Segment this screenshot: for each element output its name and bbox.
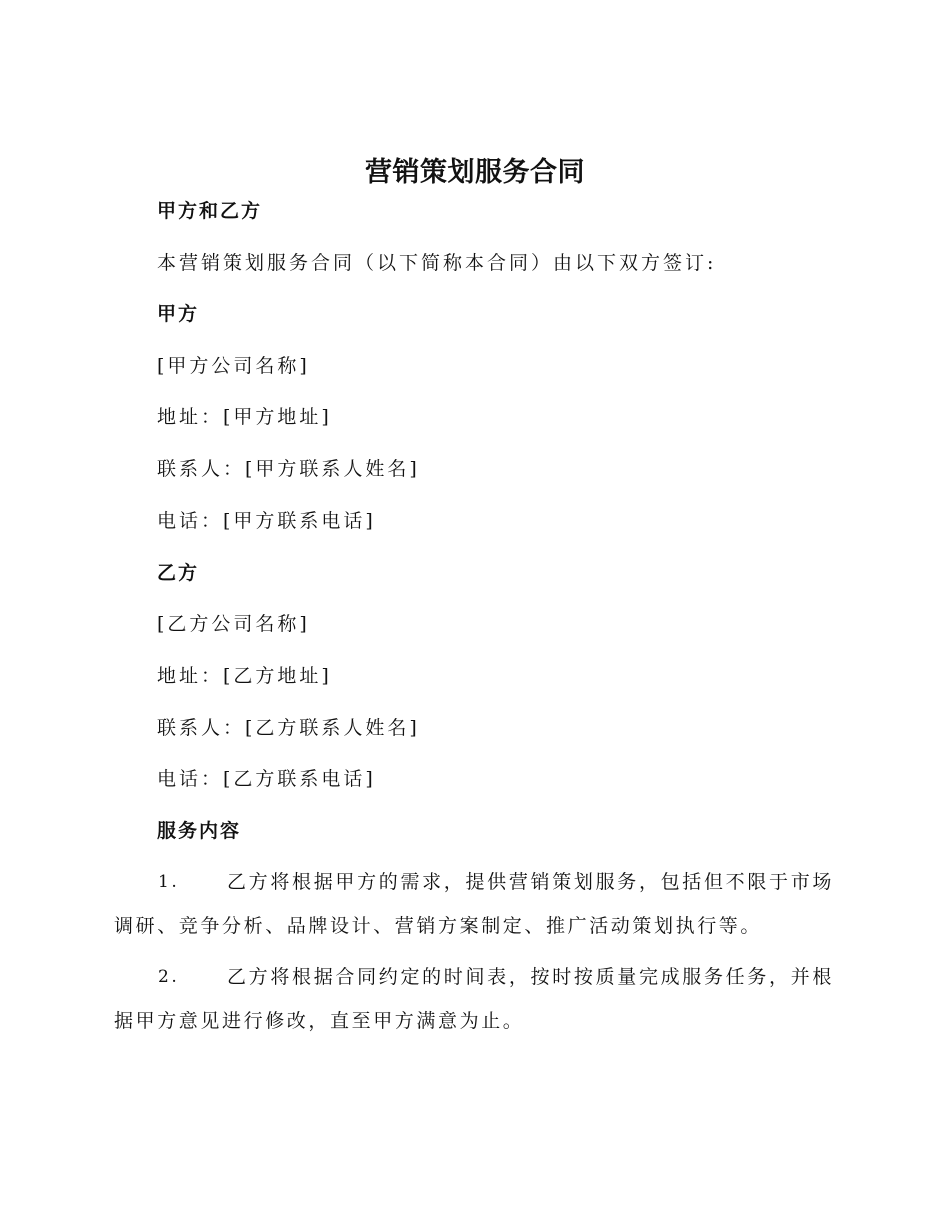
party-b-company: [乙方公司名称] [157,613,310,635]
party-a-contact: 联系人：[甲方联系人姓名] [157,458,420,480]
service-item [114,955,834,1043]
services-heading: 服务内容 [157,820,242,842]
party-b-contact: 联系人：[乙方联系人姓名] [157,717,420,739]
service-item-number: 1. [158,872,180,892]
service-item-number: 2. [158,967,180,987]
party-b-heading: 乙方 [157,562,200,584]
party-b-address: 地址：[乙方地址] [157,665,332,687]
parties-heading: 甲方和乙方 [157,200,263,222]
service-item-text: 乙方将根据合同约定的时间表，按时按质量完成服务任务，并根据甲方意见进行修改，直至甲方满意为止。 [114,966,834,1032]
document-title: 营销策划服务合同 [365,157,585,188]
party-a-phone: 电话：[甲方联系电话] [157,510,376,532]
party-b-phone: 电话：[乙方联系电话] [157,768,376,790]
party-a-company: [甲方公司名称] [157,355,310,377]
service-item [114,860,834,948]
party-a-heading: 甲方 [157,303,200,325]
service-item-text: 乙方将根据甲方的需求，提供营销策划服务，包括但不限于市场调研、竞争分析、品牌设计、营销方案制定、推广活动策划执行等。 [114,871,834,937]
party-a-address: 地址：[甲方地址] [157,406,332,428]
intro-paragraph: 本营销策划服务合同（以下简称本合同）由以下双方签订: [157,252,717,274]
